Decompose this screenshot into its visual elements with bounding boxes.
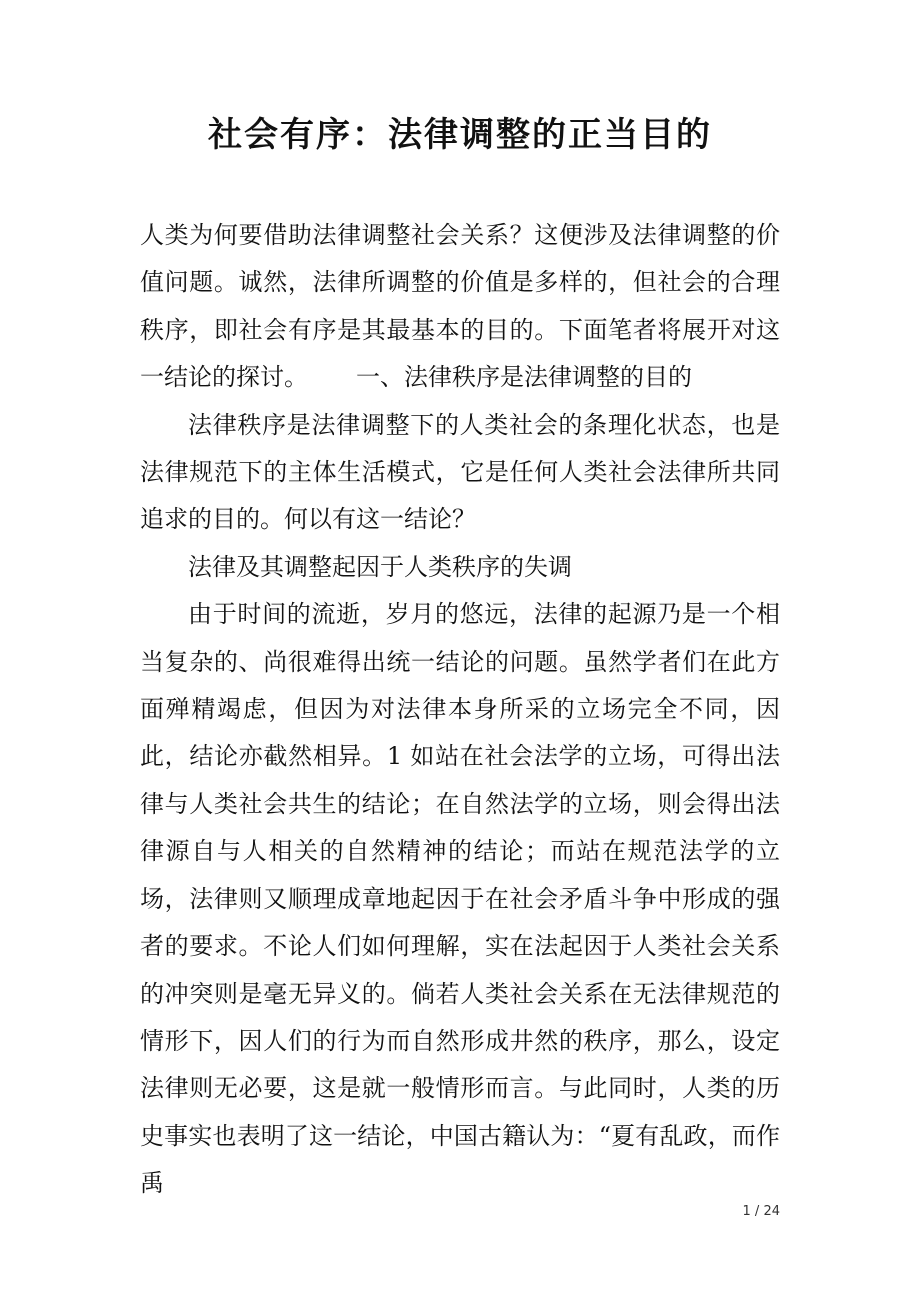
paragraph-1: 法律秩序是法律调整下的人类社会的条理化状态，也是法律规范下的主体生活模式，它是任何人类社会法律所共同追求的目的。何以有这一结论？ bbox=[140, 410, 780, 534]
subheading: 法律及其调整起因于人类秩序的失调 bbox=[188, 552, 572, 581]
page-number: 1 / 24 bbox=[742, 1204, 780, 1219]
section-heading: 一、法律秩序是法律调整的目的 bbox=[356, 363, 692, 392]
document-body bbox=[140, 212, 780, 1208]
document-title: 社会有序：法律调整的正当目的 bbox=[208, 115, 712, 155]
intro-text: 人类为何要借助法律调整社会关系？这便涉及法律调整的价值问题。诚然，法律所调整的价值是多样的，但社会的合理秩序，即社会有序是其最基本的目的。下面笔者将展开对这一结论的探讨。 bbox=[140, 221, 780, 392]
paragraph-2: 由于时间的流逝，岁月的悠远，法律的起源乃是一个相当复杂的、尚很难得出统一结论的问题。虽然学者们在此方面殚精竭虑，但因为对法律本身所采的立场完全不同，因此，结论亦截然相异。1 如站在社会法学的立场，可得出法律与人类社会共生的结论；在自然法学的立场，则会得出法律源自与人相关的自然精神的结论；而站在规范法学的立场，法律则又顺理成章地起因于在社会矛盾斗争中形成的强者的要求。不论人们如何理解，实在法起因于人类社会关系的冲突则是毫无异义的。倘若人类社会关系在无法律规范的情形下，因人们的行为而自然形成井然的秩序，那么，设定法律则无必要，这是就一般情形而言。与此同时，人类的历史事实也表明了这一结论，中国古籍认为：“夏有乱政，而作禹 bbox=[140, 600, 780, 1198]
intro-paragraph bbox=[140, 212, 780, 402]
